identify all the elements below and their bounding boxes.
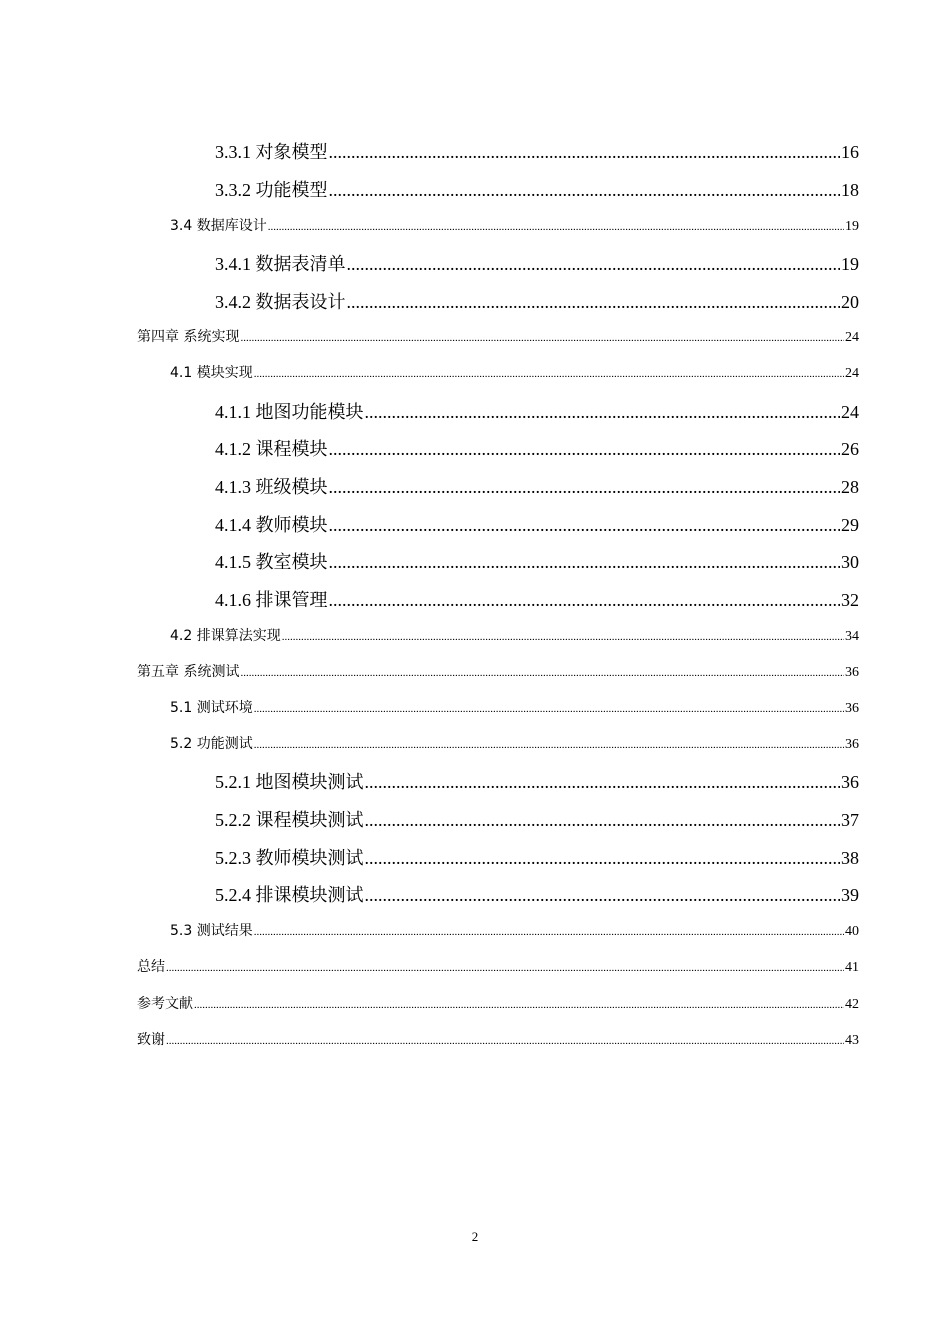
toc-entry[interactable] xyxy=(215,806,859,832)
toc-entry-page-number: 36 xyxy=(845,665,859,680)
toc-entry-title: 4.1.3 班级模块 xyxy=(215,477,328,497)
toc-entry-title: 4.1.4 教师模块 xyxy=(215,515,328,535)
toc-entry-page-number: 37 xyxy=(841,810,859,830)
toc-dot-leader xyxy=(365,848,841,869)
toc-entry-page-number: 41 xyxy=(845,960,859,975)
toc-entry-title: 5.2.3 教师模块测试 xyxy=(215,848,364,868)
toc-entry-title: 5.2 功能测试 xyxy=(170,736,253,752)
toc-dot-leader xyxy=(329,515,841,536)
toc-dot-leader xyxy=(329,590,841,611)
toc-entry-page-number: 19 xyxy=(841,254,859,274)
toc-entry[interactable] xyxy=(170,625,859,645)
toc-entry[interactable] xyxy=(215,435,859,461)
toc-entry-title: 第五章 系统测试 xyxy=(137,664,240,680)
toc-entry-title: 第四章 系统实现 xyxy=(137,329,240,345)
toc-entry[interactable] xyxy=(215,548,859,574)
toc-dot-leader xyxy=(240,667,844,679)
toc-entry[interactable] xyxy=(137,1029,859,1049)
page-number: 2 xyxy=(471,1229,479,1244)
toc-entry[interactable] xyxy=(137,661,859,681)
toc-entry[interactable] xyxy=(215,288,859,314)
toc-entry-page-number: 43 xyxy=(845,1033,859,1048)
toc-entry-page-number: 32 xyxy=(841,590,859,610)
toc-dot-leader xyxy=(347,292,841,313)
toc-entry[interactable] xyxy=(215,768,859,794)
toc-entry-title: 5.2.1 地图模块测试 xyxy=(215,772,364,792)
toc-entry-page-number: 29 xyxy=(841,515,859,535)
toc-dot-leader xyxy=(254,703,844,715)
toc-entry[interactable] xyxy=(170,697,859,717)
toc-entry-page-number: 30 xyxy=(841,552,859,572)
toc-entry-page-number: 28 xyxy=(841,477,859,497)
toc-entry-title: 5.1 测试环境 xyxy=(170,700,253,716)
toc-entry-page-number: 26 xyxy=(841,439,859,459)
toc-entry-page-number: 20 xyxy=(841,292,859,312)
toc-entry[interactable] xyxy=(215,844,859,870)
toc-dot-leader xyxy=(329,180,841,201)
toc-dot-leader xyxy=(365,772,841,793)
toc-entry-page-number: 24 xyxy=(845,366,859,381)
toc-entry-page-number: 39 xyxy=(841,885,859,905)
toc-entry-page-number: 36 xyxy=(845,701,859,716)
toc-entry[interactable] xyxy=(215,176,859,202)
toc-dot-leader xyxy=(365,885,841,906)
toc-entry[interactable] xyxy=(170,920,859,940)
toc-dot-leader xyxy=(365,810,841,831)
toc-dot-leader xyxy=(365,402,841,423)
toc-entry[interactable] xyxy=(170,215,859,235)
toc-entry-page-number: 19 xyxy=(845,219,859,234)
toc-entry[interactable] xyxy=(170,733,859,753)
toc-entry[interactable] xyxy=(215,398,859,424)
toc-entry[interactable] xyxy=(215,250,859,276)
toc-dot-leader xyxy=(240,332,844,344)
toc-entry-page-number: 34 xyxy=(845,629,859,644)
toc-dot-leader xyxy=(254,739,844,751)
toc-entry-page-number: 38 xyxy=(841,848,859,868)
toc-entry-title: 致谢 xyxy=(137,1032,165,1048)
toc-dot-leader xyxy=(166,962,844,974)
toc-entry-title: 4.1.5 教室模块 xyxy=(215,552,328,572)
toc-entry-page-number: 40 xyxy=(845,924,859,939)
toc-dot-leader xyxy=(329,142,841,163)
toc-entry-title: 4.1.1 地图功能模块 xyxy=(215,402,364,422)
toc-entry-title: 3.4.2 数据表设计 xyxy=(215,292,346,312)
toc-entry-title: 4.1.2 课程模块 xyxy=(215,439,328,459)
toc-entry-title: 3.4 数据库设计 xyxy=(170,218,267,234)
toc-entry-title: 5.2.2 课程模块测试 xyxy=(215,810,364,830)
toc-entry-title: 5.2.4 排课模块测试 xyxy=(215,885,364,905)
toc-dot-leader xyxy=(347,254,841,275)
toc-dot-leader xyxy=(282,631,844,643)
toc-entry-title: 5.3 测试结果 xyxy=(170,923,253,939)
toc-entry[interactable] xyxy=(215,511,859,537)
toc-entry-page-number: 24 xyxy=(845,330,859,345)
toc-entry-title: 3.4.1 数据表清单 xyxy=(215,254,346,274)
toc-entry-title: 4.2 排课算法实现 xyxy=(170,628,281,644)
toc-dot-leader xyxy=(194,999,844,1011)
toc-entry-page-number: 36 xyxy=(841,772,859,792)
toc-entry-page-number: 36 xyxy=(845,737,859,752)
toc-entry-title: 参考文献 xyxy=(137,996,193,1012)
toc-entry[interactable] xyxy=(137,956,859,976)
toc-entry-title: 3.3.2 功能模型 xyxy=(215,180,328,200)
toc-entry-page-number: 16 xyxy=(841,142,859,162)
toc-entry[interactable] xyxy=(215,586,859,612)
toc-entry-page-number: 42 xyxy=(845,997,859,1012)
toc-entry-title: 总结 xyxy=(137,959,165,975)
toc-entry-title: 4.1 模块实现 xyxy=(170,365,253,381)
toc-entry-page-number: 24 xyxy=(841,402,859,422)
toc-entry-title: 4.1.6 排课管理 xyxy=(215,590,328,610)
toc-entry-page-number: 18 xyxy=(841,180,859,200)
toc-dot-leader xyxy=(329,439,841,460)
toc-entry[interactable] xyxy=(170,362,859,382)
toc-entry[interactable] xyxy=(137,993,859,1013)
toc-dot-leader xyxy=(254,368,844,380)
toc-dot-leader xyxy=(166,1035,844,1047)
toc-dot-leader xyxy=(268,221,844,233)
toc-entry[interactable] xyxy=(137,326,859,346)
toc-entry-title: 3.3.1 对象模型 xyxy=(215,142,328,162)
toc-dot-leader xyxy=(329,552,841,573)
toc-dot-leader xyxy=(254,926,844,938)
toc-dot-leader xyxy=(329,477,841,498)
toc-entry[interactable] xyxy=(215,881,859,907)
toc-entry[interactable] xyxy=(215,473,859,499)
toc-entry[interactable] xyxy=(215,138,859,164)
